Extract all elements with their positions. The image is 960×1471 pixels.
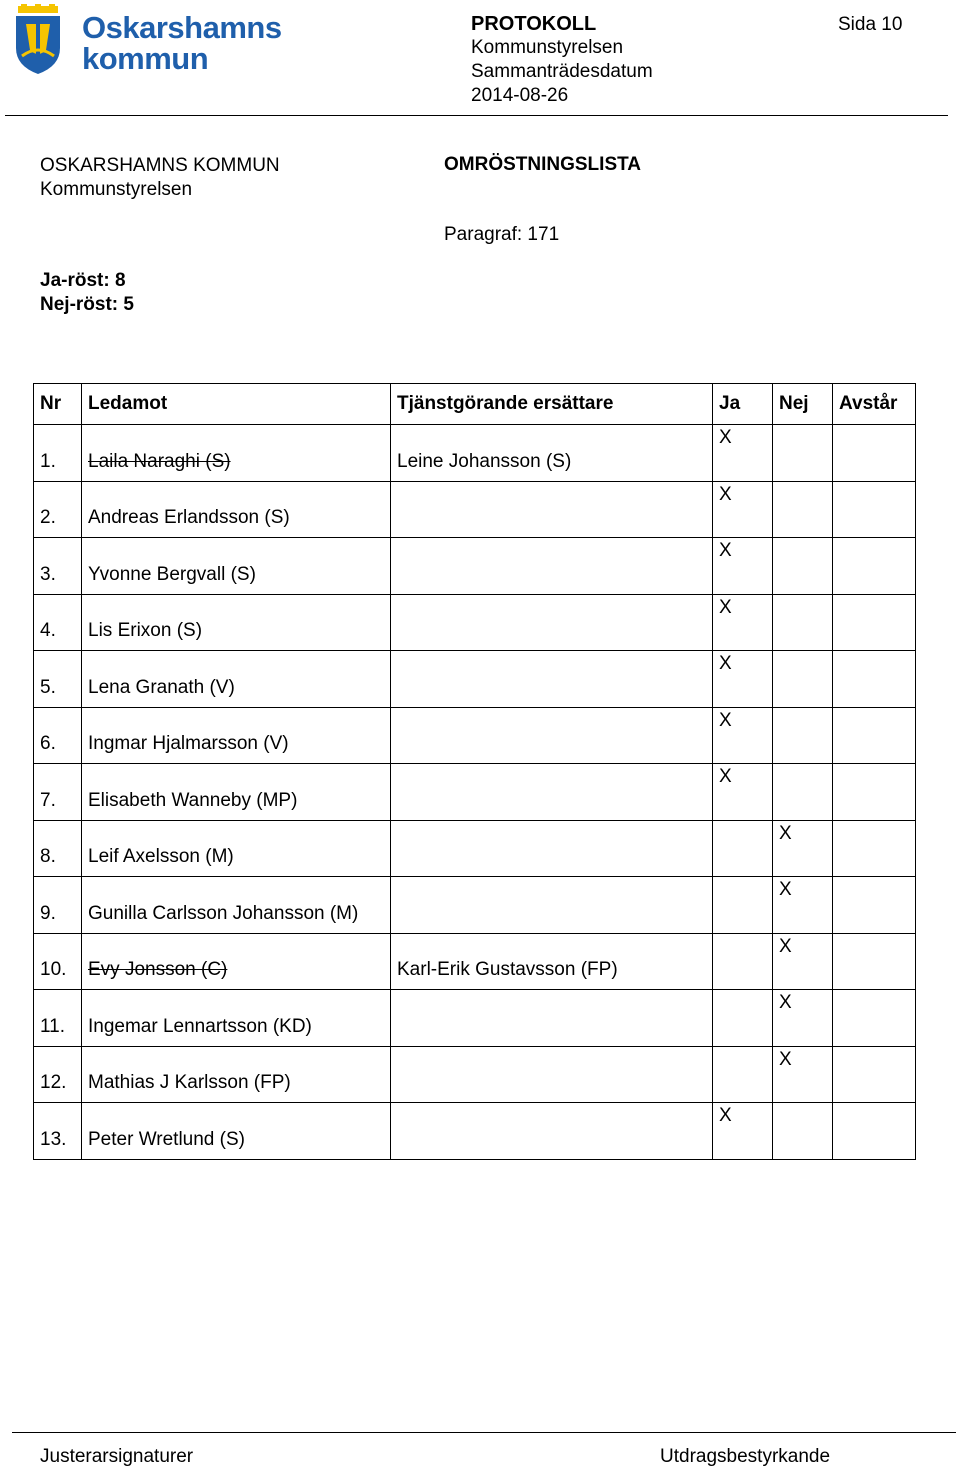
row-number: 9. xyxy=(40,902,56,924)
table-cell-avstar xyxy=(833,764,916,821)
table-row xyxy=(34,651,916,708)
vote-yes-mark: X xyxy=(719,427,732,448)
row-number: 1. xyxy=(40,450,56,472)
table-cell-substitute xyxy=(391,877,713,934)
table-cell-member xyxy=(82,538,391,595)
table-cell-substitute xyxy=(391,933,713,990)
table-cell-nr xyxy=(34,1046,82,1103)
table-cell-substitute xyxy=(391,764,713,821)
table-cell-nr xyxy=(34,764,82,821)
table-cell-substitute xyxy=(391,651,713,708)
vote-no-mark: X xyxy=(779,992,792,1013)
table-cell-member xyxy=(82,651,391,708)
table-cell-avstar xyxy=(833,1046,916,1103)
table-cell-ja xyxy=(713,651,773,708)
logo-text-line1: Oskarshamns xyxy=(82,10,282,45)
member-name: Lis Erixon (S) xyxy=(88,620,203,641)
substitute-name: Leine Johansson (S) xyxy=(397,450,572,472)
member-name: Leif Axelsson (M) xyxy=(88,846,234,867)
table-cell-nej xyxy=(773,1046,833,1103)
table-row xyxy=(34,990,916,1047)
table-row xyxy=(34,933,916,990)
table-cell-avstar xyxy=(833,990,916,1047)
table-cell-substitute xyxy=(391,990,713,1047)
org-name: OSKARSHAMNS KOMMUN xyxy=(40,155,280,176)
member-name: Laila Naraghi (S) xyxy=(88,450,231,472)
table-cell-avstar xyxy=(833,1103,916,1160)
municipality-logo xyxy=(12,4,282,76)
vote-summary xyxy=(40,269,134,317)
table-cell-nr xyxy=(34,990,82,1047)
table-cell-member xyxy=(82,425,391,482)
vote-yes-mark: X xyxy=(719,766,732,787)
table-cell-ja xyxy=(713,1046,773,1103)
vote-yes-mark: X xyxy=(719,483,732,505)
table-cell-substitute xyxy=(391,820,713,877)
table-cell-substitute xyxy=(391,594,713,651)
table-cell-member xyxy=(82,481,391,538)
table-cell-ja xyxy=(713,820,773,877)
table-cell-nej xyxy=(773,877,833,934)
row-number: 7. xyxy=(40,789,56,811)
table-cell-avstar xyxy=(833,425,916,482)
table-cell-ja xyxy=(713,764,773,821)
row-number: 5. xyxy=(40,676,56,698)
member-name: Gunilla Carlsson Johansson (M) xyxy=(88,902,359,924)
table-row xyxy=(34,820,916,877)
table-cell-substitute xyxy=(391,1103,713,1160)
vote-no-mark: X xyxy=(779,1048,792,1070)
vote-no-mark: X xyxy=(779,879,792,900)
substitute-name: Karl-Erik Gustavsson (FP) xyxy=(397,959,618,980)
table-cell-member xyxy=(82,764,391,821)
table-cell-member xyxy=(82,707,391,764)
table-cell-nej xyxy=(773,425,833,482)
member-name: Ingemar Lennartsson (KD) xyxy=(88,1015,312,1037)
meeting-date: 2014-08-26 xyxy=(471,85,569,106)
table-cell-nr xyxy=(34,820,82,877)
yes-votes: Ja-röst: 8 xyxy=(40,270,126,291)
table-cell-ja xyxy=(713,877,773,934)
table-cell-avstar xyxy=(833,707,916,764)
row-number: 4. xyxy=(40,620,56,641)
row-number: 2. xyxy=(40,507,56,528)
doc-type: PROTOKOLL xyxy=(471,13,597,35)
table-header-row xyxy=(34,384,916,425)
table-cell-nej xyxy=(773,651,833,708)
header-body: Kommunstyrelsen xyxy=(471,37,624,58)
table-cell-nr xyxy=(34,481,82,538)
document-header xyxy=(471,12,653,108)
vote-no-mark: X xyxy=(779,822,792,844)
row-number: 3. xyxy=(40,563,56,585)
table-cell-ja xyxy=(713,1103,773,1160)
table-cell-nr xyxy=(34,877,82,934)
table-cell-nr xyxy=(34,651,82,708)
table-cell-nej xyxy=(773,1103,833,1160)
table-cell-avstar xyxy=(833,877,916,934)
vote-yes-mark: X xyxy=(719,1105,732,1126)
vote-yes-mark: X xyxy=(719,709,732,731)
col-header-nr: Nr xyxy=(34,384,82,425)
logo-text-line2: kommun xyxy=(82,41,209,76)
organization xyxy=(40,154,280,202)
table-row xyxy=(34,538,916,595)
paragraph-number: Paragraf: 171 xyxy=(444,224,560,245)
table-cell-nej xyxy=(773,707,833,764)
table-cell-avstar xyxy=(833,933,916,990)
table-cell-nr xyxy=(34,1103,82,1160)
table-cell-ja xyxy=(713,481,773,538)
member-name: Evy Jonsson (C) xyxy=(88,959,228,980)
footer-divider xyxy=(12,1432,956,1433)
table-row xyxy=(34,1046,916,1103)
table-cell-avstar xyxy=(833,820,916,877)
date-label: Sammanträdesdatum xyxy=(471,61,653,82)
row-number: 13. xyxy=(40,1128,67,1150)
member-name: Peter Wretlund (S) xyxy=(88,1128,245,1150)
table-cell-member xyxy=(82,933,391,990)
table-cell-ja xyxy=(713,707,773,764)
table-row xyxy=(34,764,916,821)
table-cell-member xyxy=(82,877,391,934)
row-number: 8. xyxy=(40,846,56,867)
col-header-abstain: Avstår xyxy=(833,384,916,425)
table-row xyxy=(34,877,916,934)
table-cell-nej xyxy=(773,820,833,877)
table-cell-ja xyxy=(713,538,773,595)
col-header-member: Ledamot xyxy=(82,384,391,425)
vote-yes-mark: X xyxy=(719,653,732,674)
table-cell-substitute xyxy=(391,707,713,764)
table-cell-ja xyxy=(713,990,773,1047)
table-row xyxy=(34,1103,916,1160)
col-header-substitute: Tjänstgörande ersättare xyxy=(391,384,713,425)
row-number: 12. xyxy=(40,1072,67,1093)
coat-of-arms-icon xyxy=(12,4,64,76)
table-cell-avstar xyxy=(833,651,916,708)
table-cell-substitute xyxy=(391,481,713,538)
table-cell-ja xyxy=(713,594,773,651)
table-row xyxy=(34,425,916,482)
table-row xyxy=(34,707,916,764)
table-cell-avstar xyxy=(833,538,916,595)
footer-signatures: Justerarsignaturer xyxy=(40,1446,194,1467)
member-name: Ingmar Hjalmarsson (V) xyxy=(88,733,289,754)
vote-table xyxy=(33,383,916,1160)
org-dept: Kommunstyrelsen xyxy=(40,179,193,200)
table-cell-member xyxy=(82,594,391,651)
header-divider xyxy=(5,115,948,116)
member-name: Yvonne Bergvall (S) xyxy=(88,563,256,585)
member-name: Lena Granath (V) xyxy=(88,676,235,698)
table-cell-substitute xyxy=(391,538,713,595)
table-cell-ja xyxy=(713,425,773,482)
table-cell-substitute xyxy=(391,425,713,482)
table-cell-nr xyxy=(34,594,82,651)
vote-yes-mark: X xyxy=(719,540,732,561)
table-cell-nej xyxy=(773,538,833,595)
table-cell-nr xyxy=(34,425,82,482)
no-votes: Nej-röst: 5 xyxy=(40,294,134,315)
member-name: Andreas Erlandsson (S) xyxy=(88,507,290,528)
list-title: OMRÖSTNINGSLISTA xyxy=(444,154,642,175)
table-cell-nr xyxy=(34,538,82,595)
col-header-no: Nej xyxy=(773,384,833,425)
vote-yes-mark: X xyxy=(719,596,732,618)
col-header-yes: Ja xyxy=(713,384,773,425)
table-cell-nr xyxy=(34,707,82,764)
table-cell-avstar xyxy=(833,481,916,538)
table-cell-nr xyxy=(34,933,82,990)
table-cell-nej xyxy=(773,481,833,538)
member-name: Elisabeth Wanneby (MP) xyxy=(88,789,298,811)
row-number: 10. xyxy=(40,959,67,980)
page-number: Sida 10 xyxy=(838,14,903,35)
table-cell-nej xyxy=(773,764,833,821)
table-cell-member xyxy=(82,990,391,1047)
table-cell-nej xyxy=(773,933,833,990)
table-cell-ja xyxy=(713,933,773,990)
table-row xyxy=(34,594,916,651)
row-number: 11. xyxy=(40,1015,66,1037)
table-cell-member xyxy=(82,1046,391,1103)
table-row xyxy=(34,481,916,538)
table-cell-member xyxy=(82,1103,391,1160)
table-cell-member xyxy=(82,820,391,877)
vote-no-mark: X xyxy=(779,935,792,957)
footer-certification: Utdragsbestyrkande xyxy=(660,1446,831,1467)
table-cell-nej xyxy=(773,990,833,1047)
row-number: 6. xyxy=(40,733,56,754)
member-name: Mathias J Karlsson (FP) xyxy=(88,1072,291,1093)
table-cell-avstar xyxy=(833,594,916,651)
table-cell-nej xyxy=(773,594,833,651)
table-cell-substitute xyxy=(391,1046,713,1103)
